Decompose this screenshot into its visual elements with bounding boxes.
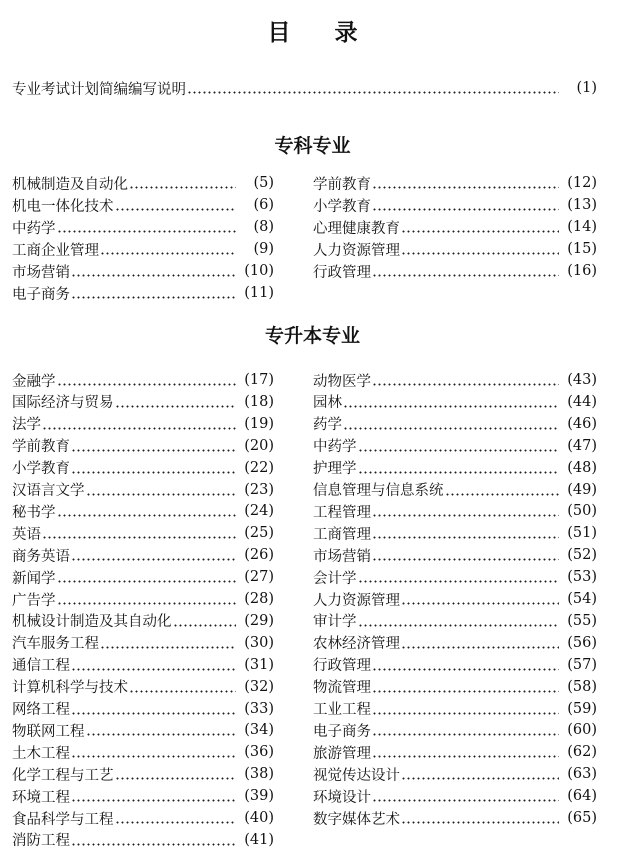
- entry-page: (39): [244, 788, 274, 805]
- dot-leader: [100, 242, 236, 256]
- dot-leader: [372, 504, 559, 518]
- toc-entry[interactable]: [313, 522, 597, 544]
- entry-name: 园林: [313, 395, 342, 412]
- toc-entry[interactable]: [313, 544, 597, 566]
- toc-entry[interactable]: [12, 435, 274, 457]
- entry-page: (27): [244, 569, 274, 586]
- dot-leader: [86, 723, 237, 737]
- entry-name: 视觉传达设计: [313, 767, 400, 784]
- dot-leader: [372, 526, 559, 540]
- entry-page: (49): [567, 481, 597, 498]
- entry-name: 行政管理: [313, 264, 371, 281]
- toc-entry[interactable]: [12, 522, 274, 544]
- toc-entry[interactable]: [313, 479, 597, 501]
- entry-name: 网络工程: [12, 702, 70, 718]
- entry-page: (52): [567, 547, 597, 564]
- toc-entry[interactable]: [313, 369, 597, 391]
- toc-entry[interactable]: [313, 654, 597, 676]
- entry-page: (65): [567, 810, 597, 826]
- toc-entry[interactable]: [12, 785, 274, 807]
- toc-entry[interactable]: [313, 719, 597, 741]
- entry-page: (24): [244, 503, 274, 520]
- entry-name: 学前教育: [313, 176, 371, 193]
- toc-entry[interactable]: [12, 610, 274, 632]
- section-heading-zhuanke: 专科专业: [274, 135, 351, 157]
- entry-page: (60): [567, 722, 597, 739]
- toc-entry[interactable]: [313, 172, 597, 194]
- dot-leader: [71, 264, 236, 278]
- entry-name: 药学: [313, 417, 342, 434]
- dot-leader: [372, 548, 559, 562]
- dot-leader: [71, 461, 236, 475]
- entry-page: (50): [567, 503, 597, 520]
- entry-page: (51): [567, 525, 597, 542]
- entry-page: (56): [567, 634, 597, 651]
- dot-leader: [343, 395, 559, 409]
- toc-entry[interactable]: [12, 457, 274, 479]
- dot-leader: [71, 702, 236, 716]
- entry-name: 机械设计制造及其自动化: [12, 614, 172, 631]
- dot-leader: [372, 789, 559, 803]
- entry-name: 市场营销: [313, 548, 371, 565]
- toc-entry[interactable]: [12, 588, 274, 610]
- entry-name: 英语: [12, 526, 41, 543]
- dot-leader: [372, 680, 559, 694]
- toc-entry[interactable]: [313, 588, 597, 610]
- entry-name: 审计学: [313, 614, 357, 631]
- entry-name: 中药学: [313, 439, 357, 456]
- dot-leader: [445, 483, 560, 497]
- dot-leader: [57, 570, 237, 584]
- entry-page: (48): [567, 459, 597, 476]
- toc-entry[interactable]: [12, 544, 274, 566]
- dot-leader: [401, 636, 559, 650]
- entry-page: (47): [567, 437, 597, 454]
- dot-leader: [71, 833, 236, 847]
- entry-name: 机电一体化技术: [12, 198, 114, 215]
- entry-name: 国际经济与贸易: [12, 395, 114, 412]
- entry-name: 通信工程: [12, 658, 70, 675]
- entry-name: 广告学: [12, 592, 56, 609]
- entry-page: (25): [244, 525, 274, 542]
- dot-leader: [129, 680, 236, 694]
- toc-entry[interactable]: [12, 676, 274, 698]
- dot-leader: [372, 373, 559, 387]
- toc-entry[interactable]: [313, 238, 597, 260]
- dot-leader: [71, 548, 236, 562]
- entry-name: 法学: [12, 417, 41, 434]
- entry-page: (53): [567, 569, 597, 586]
- page-title: 目 录: [267, 20, 376, 46]
- dot-leader: [372, 198, 559, 212]
- dot-leader: [115, 395, 237, 409]
- entry-name: 环境工程: [12, 789, 70, 806]
- entry-page: (10): [244, 263, 274, 279]
- entry-page: (55): [567, 612, 597, 629]
- dot-leader: [115, 767, 237, 781]
- dot-leader: [358, 614, 560, 628]
- entry-page: (32): [244, 678, 274, 695]
- entry-page: (5): [253, 175, 274, 191]
- entry-page: (28): [244, 591, 274, 607]
- entry-page: (54): [567, 591, 597, 607]
- entry-name: 行政管理: [313, 658, 371, 675]
- dot-leader: [401, 242, 559, 256]
- toc-entry[interactable]: [12, 172, 274, 194]
- toc-entry[interactable]: [12, 216, 274, 238]
- toc-entry[interactable]: [12, 413, 274, 435]
- entry-name: 机械制造及自动化: [12, 176, 128, 193]
- dot-leader: [71, 658, 236, 672]
- entry-page: (22): [244, 459, 274, 476]
- entry-page: (46): [567, 415, 597, 432]
- dot-leader: [57, 504, 237, 518]
- dot-leader: [187, 81, 559, 95]
- toc-entry[interactable]: [12, 807, 274, 829]
- toc-entry[interactable]: [12, 238, 274, 260]
- toc-entry-intro[interactable]: [12, 77, 597, 99]
- dot-leader: [42, 526, 236, 540]
- dot-leader: [358, 439, 560, 453]
- toc-entry[interactable]: [313, 676, 597, 698]
- entry-page: (17): [244, 372, 274, 388]
- entry-name: 专业考试计划简编编写说明: [12, 81, 186, 98]
- entry-page: (31): [244, 656, 274, 673]
- toc-entry[interactable]: [12, 566, 274, 588]
- entry-name: 护理学: [313, 461, 357, 478]
- dot-leader: [372, 745, 559, 759]
- entry-name: 秘书学: [12, 504, 56, 521]
- entry-name: 会计学: [313, 570, 357, 587]
- entry-name: 商务英语: [12, 548, 70, 565]
- toc-entry[interactable]: [12, 719, 274, 741]
- toc-entry[interactable]: [313, 260, 597, 282]
- dot-leader: [71, 439, 236, 453]
- entry-page: (44): [567, 393, 597, 410]
- entry-name: 市场营销: [12, 264, 70, 281]
- entry-page: (14): [567, 219, 597, 235]
- toc-entry[interactable]: [12, 391, 274, 413]
- dot-leader: [57, 592, 237, 606]
- entry-page: (15): [567, 241, 597, 257]
- entry-name: 心理健康教育: [313, 220, 400, 237]
- entry-name: 旅游管理: [313, 745, 371, 762]
- entry-name: 新闻学: [12, 570, 56, 587]
- entry-page: (33): [244, 700, 274, 717]
- dot-leader: [115, 198, 237, 212]
- entry-name: 动物医学: [313, 373, 371, 390]
- entry-page: (41): [244, 831, 274, 848]
- toc-entry[interactable]: [313, 785, 597, 807]
- entry-name: 化学工程与工艺: [12, 767, 114, 784]
- entry-page: (8): [253, 219, 274, 235]
- entry-page: (36): [244, 744, 274, 761]
- entry-name: 环境设计: [313, 789, 371, 806]
- entry-name: 学前教育: [12, 439, 70, 456]
- toc-entry[interactable]: [313, 566, 597, 588]
- entry-name: 土木工程: [12, 745, 70, 762]
- entry-name: 物流管理: [313, 680, 371, 697]
- entry-name: 信息管理与信息系统: [313, 483, 444, 499]
- entry-name: 汽车服务工程: [12, 636, 99, 653]
- toc-entry[interactable]: [313, 610, 597, 632]
- toc-entry[interactable]: [12, 479, 274, 501]
- entry-page: (30): [244, 634, 274, 651]
- entry-name: 数字媒体艺术: [313, 811, 400, 828]
- entry-name: 工业工程: [313, 702, 371, 718]
- entry-page: (63): [567, 766, 597, 783]
- dot-leader: [100, 636, 236, 650]
- entry-name: 人力资源管理: [313, 592, 400, 609]
- toc-entry[interactable]: [12, 741, 274, 763]
- entry-name: 人力资源管理: [313, 242, 400, 259]
- entry-page: (23): [244, 481, 274, 498]
- entry-page: (12): [567, 175, 597, 191]
- toc-entry[interactable]: [12, 763, 274, 785]
- dot-leader: [372, 702, 559, 716]
- entry-page: (57): [567, 656, 597, 673]
- toc-entry[interactable]: [12, 282, 274, 304]
- toc-entry[interactable]: [313, 763, 597, 785]
- dot-leader: [372, 176, 559, 190]
- entry-name: 计算机科学与技术: [12, 680, 128, 697]
- toc-entry[interactable]: [313, 194, 597, 216]
- entry-name: 农林经济管理: [313, 636, 400, 653]
- dot-leader: [372, 264, 559, 278]
- entry-page: (6): [253, 197, 274, 213]
- dot-leader: [42, 417, 236, 431]
- toc-entry[interactable]: [313, 807, 597, 829]
- entry-page: (59): [567, 700, 597, 717]
- toc-entry[interactable]: [12, 632, 274, 654]
- dot-leader: [401, 220, 559, 234]
- entry-page: (9): [253, 241, 274, 257]
- dot-leader: [401, 811, 559, 825]
- toc-entry[interactable]: [313, 500, 597, 522]
- entry-page: (29): [244, 612, 274, 629]
- dot-leader: [401, 592, 559, 606]
- entry-name: 小学教育: [313, 198, 371, 215]
- dot-leader: [358, 461, 560, 475]
- entry-name: 工程管理: [313, 504, 371, 521]
- entry-page: (16): [567, 263, 597, 279]
- dot-leader: [343, 417, 559, 431]
- toc-entry[interactable]: [12, 260, 274, 282]
- toc-entry[interactable]: [12, 829, 274, 851]
- dot-leader: [358, 570, 560, 584]
- toc-entry[interactable]: [313, 457, 597, 479]
- entry-name: 电子商务: [313, 723, 371, 740]
- toc-entry[interactable]: [12, 194, 274, 216]
- dot-leader: [71, 745, 236, 759]
- dot-leader: [71, 789, 236, 803]
- dot-leader: [86, 483, 237, 497]
- dot-leader: [372, 723, 559, 737]
- toc-entry[interactable]: [313, 391, 597, 413]
- dot-leader: [129, 176, 236, 190]
- toc-entry[interactable]: [313, 698, 597, 720]
- dot-leader: [71, 286, 236, 300]
- dot-leader: [115, 811, 237, 825]
- entry-name: 小学教育: [12, 461, 70, 478]
- dot-leader: [401, 767, 559, 781]
- entry-page: (34): [244, 722, 274, 739]
- entry-page: (38): [244, 766, 274, 783]
- entry-name: 工商管理: [313, 526, 371, 543]
- entry-page: (19): [244, 415, 274, 432]
- entry-page: (18): [244, 393, 274, 410]
- entry-page: (64): [567, 788, 597, 805]
- entry-page: (11): [244, 285, 274, 301]
- toc-entry[interactable]: [12, 369, 274, 391]
- entry-page: (58): [567, 678, 597, 695]
- entry-page: (13): [567, 197, 597, 213]
- entry-name: 中药学: [12, 220, 56, 237]
- toc-entry[interactable]: [12, 654, 274, 676]
- toc-entry[interactable]: [313, 413, 597, 435]
- toc-entry[interactable]: [12, 500, 274, 522]
- entry-page: (62): [567, 744, 597, 761]
- dot-leader: [173, 614, 237, 628]
- entry-name: 工商企业管理: [12, 242, 99, 259]
- section-heading-zhuanshengben: 专升本专业: [264, 325, 360, 347]
- entry-name: 消防工程: [12, 833, 70, 850]
- dot-leader: [57, 373, 237, 387]
- toc-entry[interactable]: [313, 632, 597, 654]
- dot-leader: [57, 220, 237, 234]
- entry-page: (26): [244, 547, 274, 564]
- toc-entry[interactable]: [12, 698, 274, 720]
- entry-name: 金融学: [12, 373, 56, 390]
- toc-entry[interactable]: [313, 216, 597, 238]
- entry-page: (1): [576, 80, 597, 96]
- entry-page: (40): [244, 810, 274, 826]
- entry-name: 汉语言文学: [12, 483, 85, 499]
- dot-leader: [372, 658, 559, 672]
- entry-page: (20): [244, 437, 274, 454]
- toc-entry[interactable]: [313, 741, 597, 763]
- entry-page: (43): [567, 372, 597, 388]
- entry-name: 电子商务: [12, 286, 70, 303]
- entry-name: 食品科学与工程: [12, 811, 114, 828]
- entry-name: 物联网工程: [12, 723, 85, 740]
- toc-entry[interactable]: [313, 435, 597, 457]
